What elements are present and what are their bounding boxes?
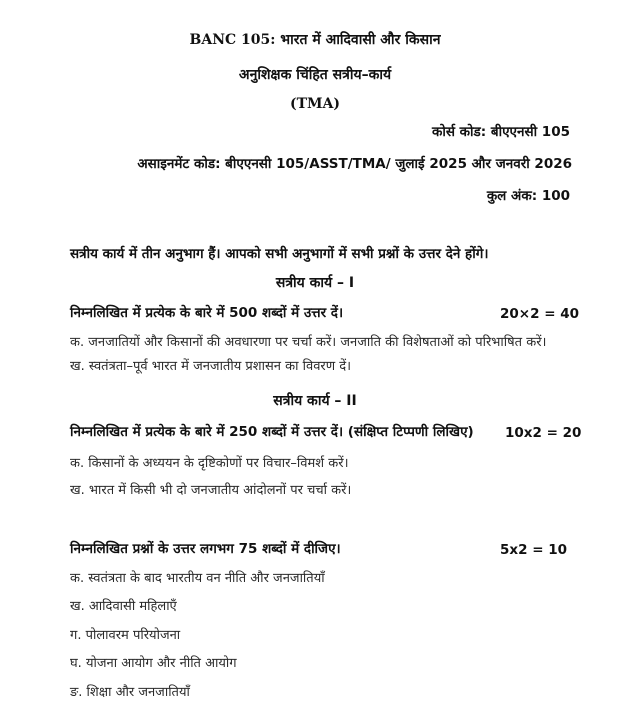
- section-3-question-a: क. स्वतंत्रता के बाद भारतीय वन नीति और जनजातियाँ: [70, 571, 325, 586]
- section-3-question-d: घ. योजना आयोग और नीति आयोग: [70, 656, 237, 671]
- section-1-question-a: क. जनजातियों और किसानों की अवधारणा पर चर्चा करें। जनजाति की विशेषताओं को परिभाषित करें।: [70, 335, 547, 350]
- section-3-question-b: ख. आदिवासी महिलाएँ: [70, 599, 177, 614]
- section-2-marks: 10x2 = 20: [505, 425, 582, 441]
- tma-label: (TMA): [289, 96, 341, 112]
- section-2-title: सत्रीय कार्य – II: [273, 393, 357, 409]
- assignment-code: असाइनमेंट कोड: बीएएनसी 105/ASST/TMA/ जुलाई 2025 और जनवरी 2026: [137, 156, 572, 172]
- assignment-type: अनुशिक्षक चिंहित सत्रीय–कार्य: [238, 67, 392, 83]
- section-2-instruction: निम्नलिखित में प्रत्येक के बारे में 250 शब्दों में उत्तर दें। (संक्षिप्त टिप्पणी लिखिए): [70, 424, 474, 440]
- section-2-question-a: क. किसानों के अध्ययन के दृष्टिकोणों पर विचार–विमर्श करें।: [70, 456, 349, 471]
- section-1-instruction: निम्नलिखित में प्रत्येक के बारे में 500 शब्दों में उत्तर दें।: [70, 305, 344, 321]
- course-title: BANC 105: भारत में आदिवासी और किसान: [189, 32, 441, 48]
- section-3-question-e: ङ. शिक्षा और जनजातियाँ: [70, 685, 190, 700]
- section-2-question-b: ख. भारत में किसी भी दो जनजातीय आंदोलनों पर चर्चा करें।: [70, 483, 352, 498]
- intro-text: सत्रीय कार्य में तीन अनुभाग हैं। आपको सभी अनुभागों में सभी प्रश्नों के उत्तर देने होंगे।: [70, 246, 489, 262]
- section-1-title: सत्रीय कार्य – I: [275, 275, 355, 291]
- section-3-question-c: ग. पोलावरम परियोजना: [70, 628, 181, 643]
- section-3-marks: 5x2 = 10: [500, 542, 567, 558]
- total-marks: कुल अंक: 100: [486, 188, 570, 204]
- course-code: कोर्स कोड: बीएएनसी 105: [431, 124, 570, 140]
- section-1-question-b: ख. स्वतंत्रता–पूर्व भारत में जनजातीय प्रशासन का विवरण दें।: [70, 359, 352, 374]
- section-3-instruction: निम्नलिखित प्रश्नों के उत्तर लगभग 75 शब्दों में दीजिए।: [70, 541, 341, 557]
- section-1-marks: 20×2 = 40: [500, 306, 579, 322]
